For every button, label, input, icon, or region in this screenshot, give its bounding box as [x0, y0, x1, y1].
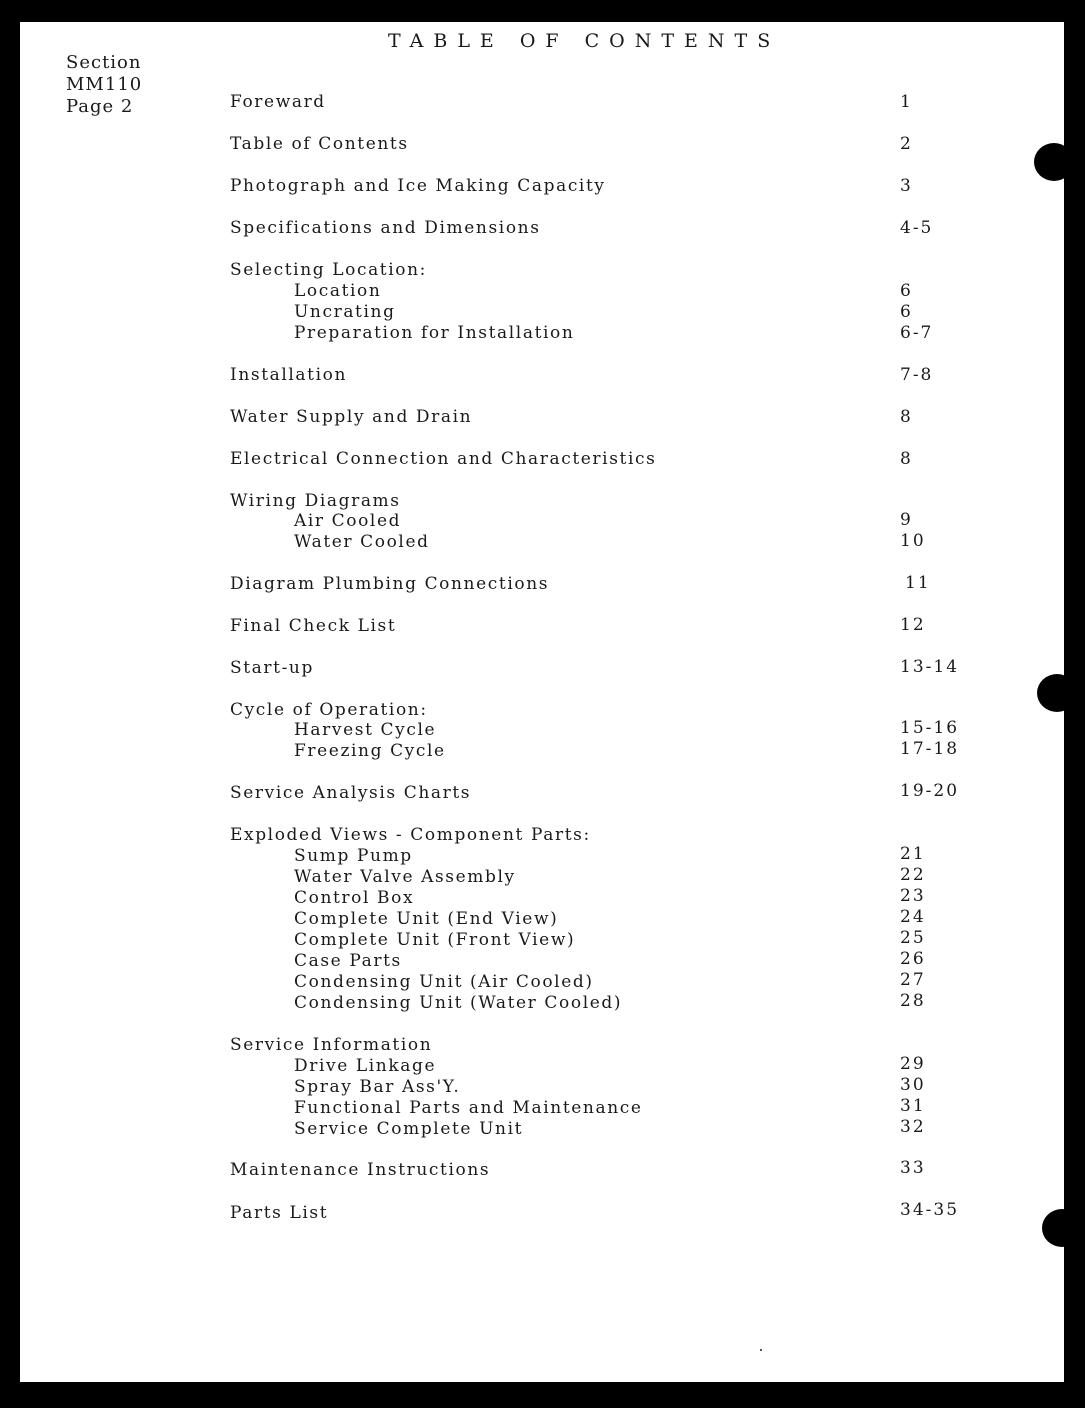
- toc-entry-page: 12: [900, 615, 926, 635]
- toc-entry-title: Start-up: [230, 658, 314, 678]
- toc-subentry-page: 6: [900, 302, 913, 322]
- toc-entry-title: Maintenance Instructions: [230, 1160, 491, 1180]
- toc-entry-title: Water Supply and Drain: [230, 407, 473, 427]
- toc-entry-title: Specifications and Dimensions: [230, 218, 541, 238]
- toc-entry-page: 11: [905, 573, 931, 593]
- scan-speck: [760, 1349, 762, 1351]
- toc-subentry-page: 6-7: [900, 323, 934, 343]
- toc-group-heading: Wiring Diagrams: [230, 491, 401, 511]
- toc-entry-page: 33: [900, 1158, 926, 1178]
- toc-subentry-title: Control Box: [294, 888, 415, 908]
- toc-subentry-title: Air Cooled: [294, 511, 402, 531]
- toc-subentry-page: 17-18: [900, 739, 960, 759]
- toc-entry-page: 8: [900, 407, 913, 427]
- toc-entry-title: Diagram Plumbing Connections: [230, 574, 550, 594]
- toc-subentry-title: Water Cooled: [294, 532, 430, 552]
- toc-subentry-title: Uncrating: [294, 302, 396, 322]
- toc-entry-page: 13-14: [900, 657, 960, 677]
- page-label: Page 2: [66, 96, 134, 117]
- toc-subentry-page: 24: [900, 907, 926, 927]
- toc-entry-page: 7-8: [900, 365, 934, 385]
- toc-subentry-title: Location: [294, 281, 382, 301]
- toc-subentry-title: Freezing Cycle: [294, 741, 446, 761]
- toc-entry-title: Foreward: [230, 92, 326, 112]
- toc-subentry-title: Preparation for Installation: [294, 323, 575, 343]
- toc-subentry-page: 10: [900, 531, 926, 551]
- toc-entry-page: 2: [900, 134, 913, 154]
- section-label: Section: [66, 52, 142, 73]
- toc-subentry-page: 25: [900, 928, 926, 948]
- page-title: TABLE OF CONTENTS: [388, 30, 781, 52]
- toc-subentry-page: 30: [900, 1075, 926, 1095]
- toc-subentry-page: 31: [900, 1096, 926, 1116]
- toc-subentry-title: Condensing Unit (Water Cooled): [294, 993, 623, 1013]
- toc-subentry-title: Complete Unit (End View): [294, 909, 559, 929]
- toc-subentry-page: 6: [900, 281, 913, 301]
- toc-entry-page: 34-35: [900, 1200, 960, 1220]
- toc-entry-page: 1: [900, 92, 913, 112]
- toc-subentry-page: 26: [900, 949, 926, 969]
- toc-subentry-page: 27: [900, 970, 926, 990]
- toc-subentry-title: Service Complete Unit: [294, 1119, 524, 1139]
- toc-subentry-title: Functional Parts and Maintenance: [294, 1098, 643, 1118]
- toc-subentry-title: Complete Unit (Front View): [294, 930, 576, 950]
- toc-subentry-page: 29: [900, 1054, 926, 1074]
- toc-entry-title: Electrical Connection and Characteristics: [230, 449, 657, 469]
- toc-group-heading: Service Information: [230, 1035, 433, 1055]
- punch-hole-top: [1034, 143, 1074, 181]
- toc-subentry-page: 9: [900, 510, 913, 530]
- toc-entry-title: Installation: [230, 365, 348, 385]
- toc-entry-page: 19-20: [900, 781, 960, 801]
- scan-border-top: [0, 0, 1085, 22]
- toc-entry-title: Photograph and Ice Making Capacity: [230, 176, 606, 196]
- toc-entry-page: 3: [900, 176, 913, 196]
- toc-entry-title: Table of Contents: [230, 134, 409, 154]
- toc-subentry-page: 32: [900, 1117, 926, 1137]
- toc-entry-page: 4-5: [900, 218, 934, 238]
- toc-group-heading: Selecting Location:: [230, 260, 427, 280]
- scan-border-left: [0, 0, 20, 1408]
- scan-border-bottom: [0, 1382, 1085, 1408]
- toc-group-heading: Cycle of Operation:: [230, 700, 428, 720]
- toc-subentry-title: Case Parts: [294, 951, 402, 971]
- toc-subentry-page: 22: [900, 865, 926, 885]
- toc-subentry-title: Condensing Unit (Air Cooled): [294, 972, 594, 992]
- toc-subentry-title: Sump Pump: [294, 846, 413, 866]
- toc-subentry-title: Drive Linkage: [294, 1056, 437, 1076]
- toc-subentry-title: Water Valve Assembly: [294, 867, 516, 887]
- toc-subentry-title: Spray Bar Ass'Y.: [294, 1077, 461, 1097]
- toc-subentry-page: 28: [900, 991, 926, 1011]
- toc-entry-title: Final Check List: [230, 616, 397, 636]
- punch-hole-bottom: [1042, 1209, 1082, 1247]
- toc-entry-page: 8: [900, 449, 913, 469]
- toc-subentry-page: 23: [900, 886, 926, 906]
- toc-entry-title: Service Analysis Charts: [230, 783, 472, 803]
- toc-group-heading: Exploded Views - Component Parts:: [230, 825, 591, 845]
- toc-entry-title: Parts List: [230, 1203, 329, 1223]
- punch-hole-middle: [1037, 674, 1077, 712]
- toc-subentry-page: 21: [900, 844, 926, 864]
- toc-subentry-title: Harvest Cycle: [294, 720, 437, 740]
- section-code: MM110: [66, 74, 143, 95]
- toc-subentry-page: 15-16: [900, 718, 960, 738]
